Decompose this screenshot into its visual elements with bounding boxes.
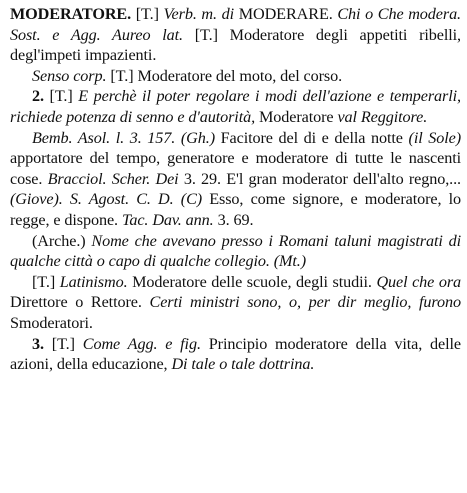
sense-2-paragraph [10,86,461,127]
tag: [T.] [135,5,159,23]
bemb-ref: Bemb. Asol. l. 3. 157. [32,128,176,147]
sense-2-tag: [T.] [49,87,73,106]
bracciol-text: E'l gran moderator dell'alto regno,... [226,169,461,188]
sense-2-quote: E perchè il poter regolare i modi dell'azione e temperarli, richiede potenza di senno e d'autorità, [10,87,461,126]
bemb-text-b: apportatore del tempo, generatore e moderatore di tutte le nascenti cose. [10,149,461,188]
bracciol-ref: Bracciol. Scher. Dei [47,169,179,188]
bemb-paragraph [10,128,461,231]
sense-3-text-italic: Di tale o tale dottrina. [171,355,315,374]
bracciol-ref-number: 3. 29. [183,169,221,188]
bemb-gloss: (il Sole) [408,128,462,147]
arche-paragraph [10,231,461,272]
agost-ref: S. Agost. C. D. [69,190,174,209]
sense-3-label: Come Agg. e fig. [82,334,201,353]
senso-corp-tag: [T.] [110,66,134,85]
latinism-text: Moderatore delle scuole, degli studii. [132,272,372,291]
entry-headword-paragraph [10,4,461,66]
sense-2-quote-end: val Reggitore. [337,107,428,126]
latinism-text-italic-2: Certi ministri sono, o, per dir meglio, furono [149,293,461,312]
grammar-note: Verb. m. di [163,5,235,23]
bracciol-gloss: (Giove). [10,190,63,209]
sense-3-paragraph [10,334,461,375]
agost-text: Esso, come signore, e moderatore, lo regge, e dispone. [10,190,461,229]
definition: Chi o Che modera. [337,5,462,23]
arche-label: (Arche.) [32,231,86,250]
latinism-label: Latinismo. [59,272,128,291]
grammar-note-2: Sost. e Agg. Aureo lat. [10,25,183,44]
senso-corp-text: Moderatore del moto, del corso. [137,66,343,85]
arche-source: (Mt.) [273,252,307,271]
base-word: MODERARE. [238,5,333,23]
sense-2-text: Moderatore [259,107,334,126]
sense-3-text: Principio moderatore della vita, delle azioni, della educazione, [10,334,461,374]
sense-2-number: 2. [32,87,44,106]
latinism-text-roman: Direttore o Rettore. [10,293,142,312]
tac-ref: Tac. Dav. ann. [121,210,214,229]
arche-text: Nome che avevano presso i Romani taluni magistrati di qualche città o capo di qualche collegio. [10,231,461,271]
senso-corp-paragraph [10,66,461,87]
agost-source: (C) [180,190,203,209]
latinism-paragraph [10,272,461,334]
definition-2: Moderatore degli appetiti ribelli, degl'impeti impazienti. [10,25,461,65]
bemb-source: (Gh.) [180,128,215,147]
latinism-tag: [T.] [32,272,56,291]
bemb-text-a: Facitore del di e della notte [220,128,403,147]
sense-3-number: 3. [32,334,44,353]
sense-3-tag: [T.] [51,334,75,353]
tag-2: [T.] [194,25,218,44]
senso-corp-label: Senso corp. [32,66,107,85]
latinism-text-end: Smoderatori. [10,313,93,332]
headword: MODERATORE. [10,5,132,23]
latinism-text-italic: Quel che ora [376,272,462,291]
tac-ref-number: 3. 69. [217,210,254,229]
